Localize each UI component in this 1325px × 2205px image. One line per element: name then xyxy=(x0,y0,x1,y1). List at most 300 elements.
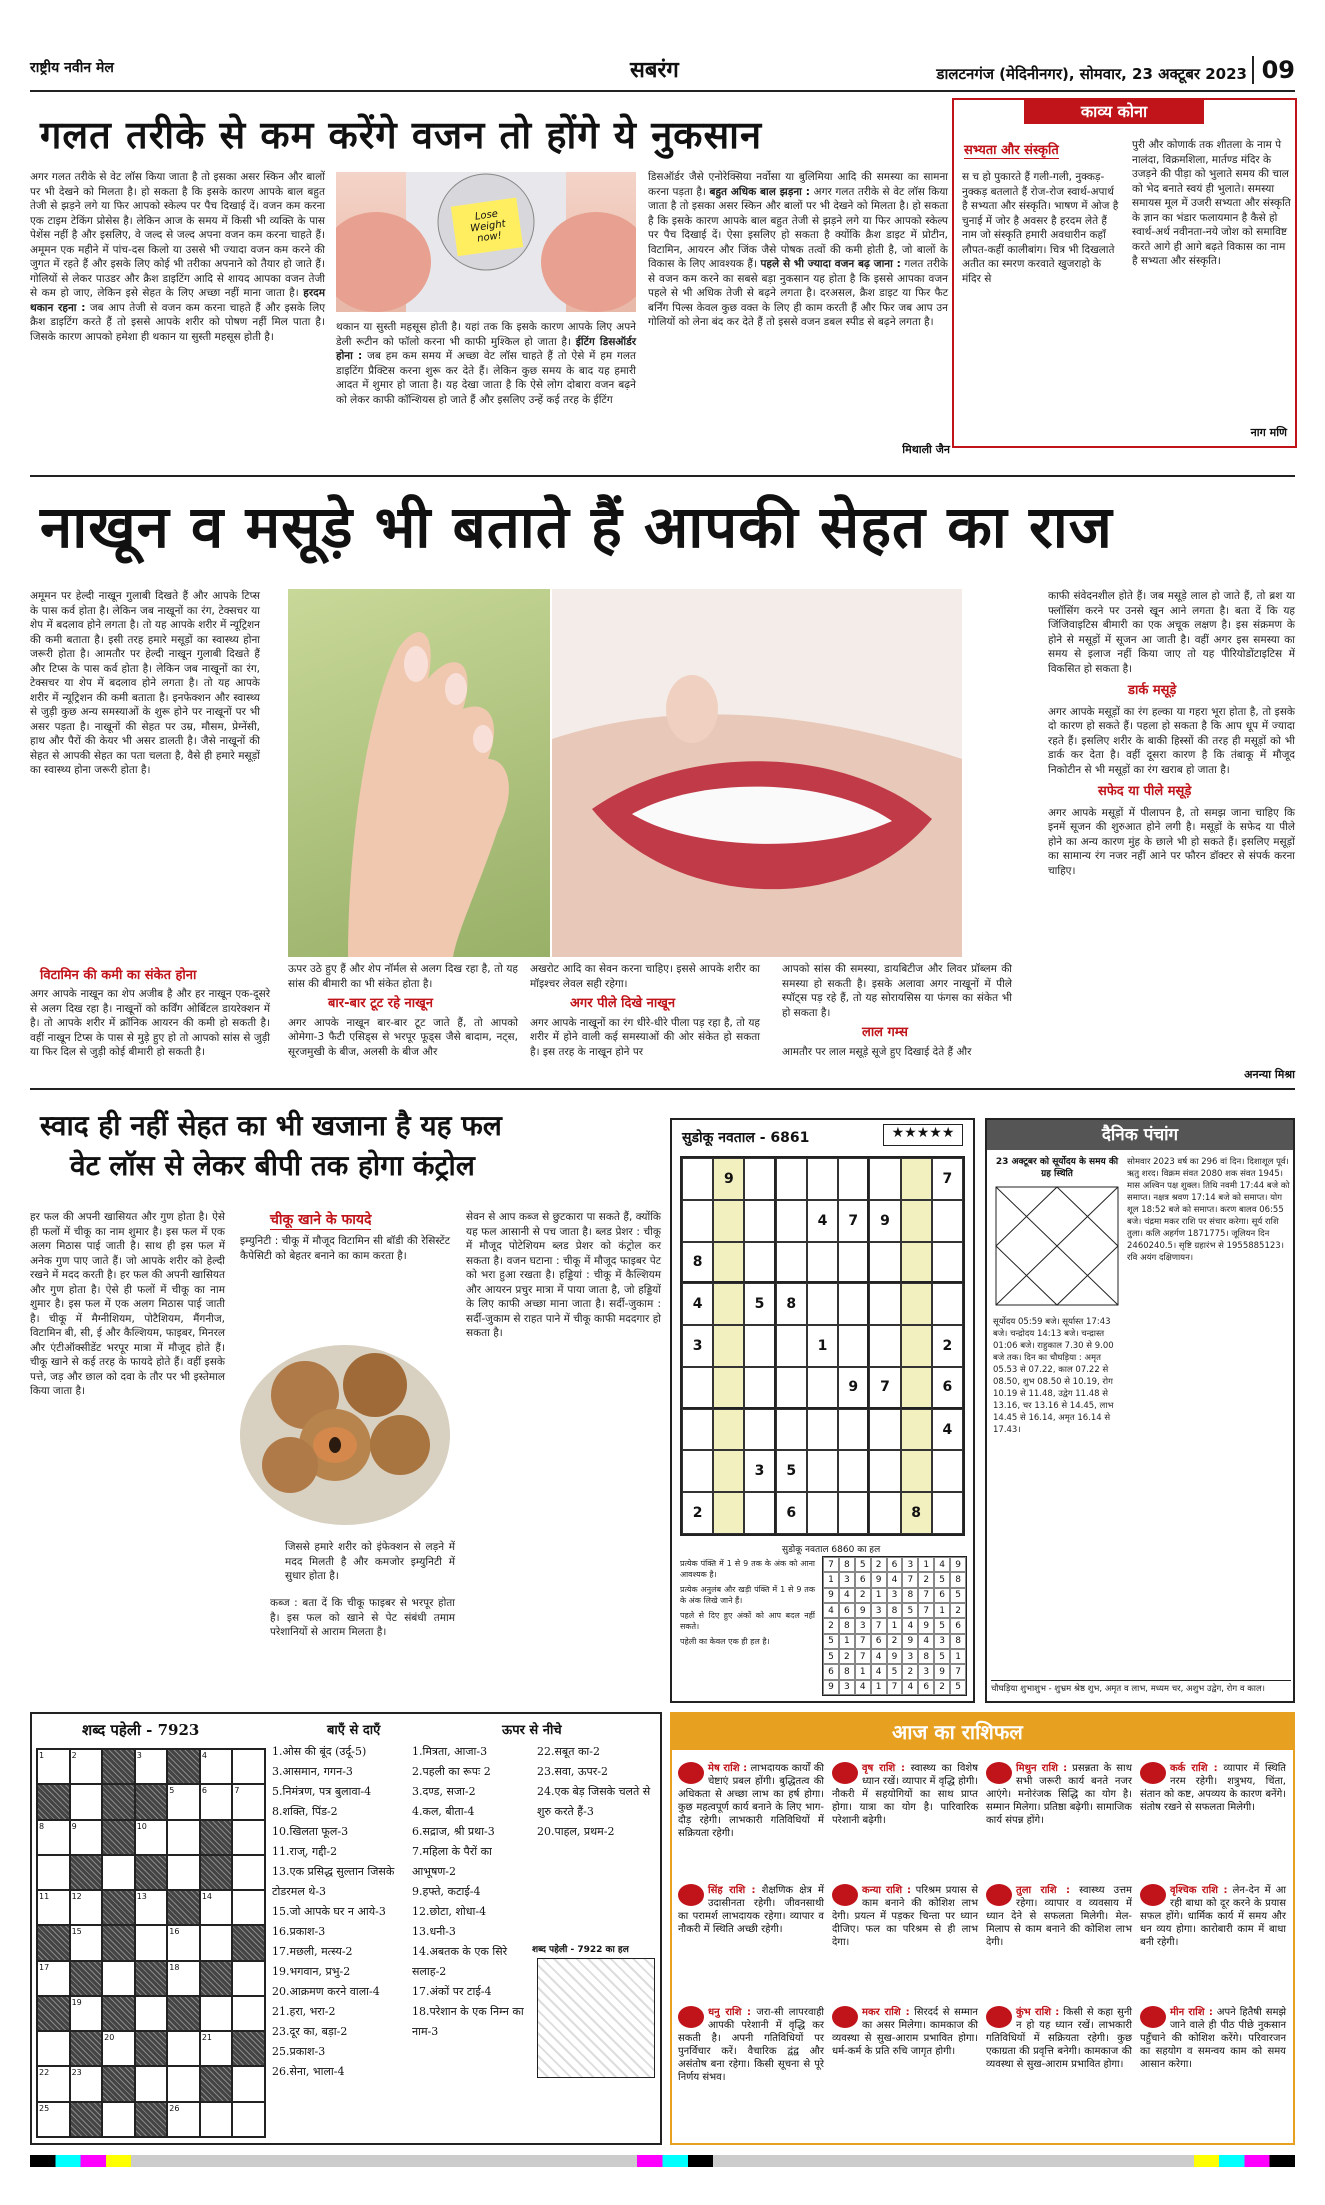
crossword-grid[interactable] xyxy=(36,1748,266,2138)
sudoku-cell[interactable] xyxy=(901,1450,932,1492)
sudoku-cell: 8 xyxy=(902,1588,918,1603)
sudoku-cell[interactable]: 4 xyxy=(932,1409,963,1451)
sudoku-cell[interactable]: 8 xyxy=(776,1283,807,1325)
crossword-cell[interactable] xyxy=(37,1855,70,1890)
crossword-cell[interactable] xyxy=(102,1925,135,1960)
solution-title: शब्द पहेली - 7922 का हल xyxy=(532,1945,629,1955)
sudoku-cell[interactable] xyxy=(713,1325,744,1367)
sudoku-cell[interactable] xyxy=(807,1450,838,1492)
sudoku-cell: 2 xyxy=(918,1572,934,1587)
col-2c: कब्ज : बता दें कि चीकू फाइबर से भरपूर होता है। इस फल को खाने से पेट संबंधी तमाम परेशानियों से आराम मिलता है। xyxy=(270,1597,455,1638)
sudoku-cell[interactable] xyxy=(713,1367,744,1409)
text: काफी संवेदनशील होते हैं। जब मसूड़े लाल हो जाते हैं, तो ब्रश या फ्लॉसिंग करने पर उनसे खून आने लगता है। बता दें कि यह जिंजिवाइटिस बीमारी का एक अचूक लक्षण है। इस संक्रमण के होने से मसूड़ों में सूजन आ जाती है। वहीं अगर इस समस्या का समय से इलाज नहीं किया जाए तो यह पीरियोडोंटाइटिस में विकसित हो सकता है। xyxy=(1048,590,1295,675)
crossword-cell[interactable] xyxy=(200,1925,233,1960)
sudoku-cell: 5 xyxy=(934,1618,950,1633)
crossword-cell[interactable]: 17 xyxy=(37,1961,70,1996)
sudoku-cell[interactable]: 4 xyxy=(807,1200,838,1242)
sudoku-cell: 9 xyxy=(887,1649,903,1664)
sudoku-cell[interactable] xyxy=(713,1242,744,1284)
rashi-item xyxy=(678,1762,824,1840)
clue-item: 17.मछली, मत्स्य-2 xyxy=(272,1945,353,1958)
crossword-cell[interactable] xyxy=(200,1820,233,1855)
sudoku-cell[interactable] xyxy=(869,1325,900,1367)
dateline: डालटनगंज (मेदिनीनगर), सोमवार, 23 अक्टूबर 2023 xyxy=(936,65,1247,83)
col-2b: जिससे हमारे शरीर को इंफेक्शन से लड़ने में मदद मिलती है और कमजोर इम्युनिटी में सुधार होता है। xyxy=(285,1541,455,1582)
rashi-item xyxy=(832,2006,978,2058)
crossword-cell[interactable]: 1 xyxy=(37,1749,70,1784)
sudoku-cell: 9 xyxy=(902,1634,918,1649)
scale-photo xyxy=(336,172,636,312)
text: अगर आपके नाखून बार-बार टूट जाते हैं, तो आपको ओमेगा-3 फैटी एसिड्स से भरपूर फूड्स जैसे बादाम, नट्स, सूरजमुखी के बीज, अलसी के बीज और xyxy=(288,1016,518,1058)
headline-line-1: स्वाद ही नहीं सेहत का भी खजाना है यह फल xyxy=(40,1109,502,1142)
sudoku-cell: 7 xyxy=(950,1664,966,1679)
sudoku-cell: 7 xyxy=(871,1618,887,1633)
text: अमूमन पर हेल्दी नाखून गुलाबी दिखते हैं और आपके टिप्स के पास कर्व होता है। लेकिन जब नाखूनों का रंग, टेक्सचर या शेप में बदलाव होने लगता है। तो यह आपके शरीर में न्यूट्रिशन की कमी बताता है। इसी तरह हमारे मसूड़ों का स्वास्थ्य होना जरूरी होता है। आमतौर पर हेल्दी नाखून गुलाबी दिखते हैं और टिप्स के पास कर्व होता है। लेकिन जब नाखूनों का रंग, टेक्सचर या शेप में बदलाव होने लगता है। तो यह आपके शरीर में न्यूट्रिशन की कमी बताता है। इनफेक्शन और स्वास्थ्य से जुड़ी कुछ अन्य समस्याओं के शुरू होने पर नाखूनों पर भी असर पड़ता है। नाखूनों की सेहत पर उम्र, मौसम, प्रेग्नेंसी, हाथ और पैरों की केयर भी असर डालती है। जैसे नाखूनों की सेहत से आपकी सेहत का पता चलता है, वैसे ही हमारे मसूड़ों का स्वास्थ्य होना जरूरी होता है। xyxy=(30,590,260,776)
sudoku-cell[interactable] xyxy=(838,1242,869,1284)
crossword-cell[interactable]: 5 xyxy=(167,1784,200,1819)
sudoku-cell[interactable] xyxy=(901,1242,932,1284)
sudoku-cell[interactable] xyxy=(744,1158,775,1200)
crossword-cell[interactable] xyxy=(37,1996,70,2031)
column-2 xyxy=(336,320,636,407)
sudoku-cell[interactable]: 7 xyxy=(932,1158,963,1200)
color-bar xyxy=(30,2155,1295,2167)
sudoku-cell[interactable] xyxy=(713,1409,744,1451)
crossword-cell[interactable]: 12 xyxy=(70,1890,103,1925)
clue-item: 12.छोटा, शोधा-4 xyxy=(412,1905,487,1918)
sudoku-cell: 7 xyxy=(823,1557,839,1572)
sudoku-cell[interactable] xyxy=(744,1242,775,1284)
clue-item: 18.परेशान के एक निम्न का नाम-3 xyxy=(412,2005,524,2038)
rashi-item xyxy=(1140,1884,1286,1949)
text: ऊपर उठे हुए हैं और शेप नॉर्मल से अलग दिख रहा है, तो यह सांस की बीमारी का भी संकेत होता है। xyxy=(288,963,518,990)
rashi-text: लेन-देन में आ रही बाधा को दूर करने के प्रयास सफल होंगे। धार्मिक कार्य में समय और धन व्यय होगा। कारोबारी काम में बाधा बनी रहेगी। xyxy=(1140,1885,1286,1948)
crossword-cell[interactable] xyxy=(102,1749,135,1784)
clue-item: 6.सद्राज, श्री प्रथा-3 xyxy=(412,1825,495,1838)
across-title: बाएँ से दाएँ xyxy=(327,1723,381,1738)
sudoku-cell[interactable] xyxy=(776,1367,807,1409)
clue-item: 3.दण्ड, सजा-2 xyxy=(412,1785,476,1798)
sudoku-cell[interactable] xyxy=(682,1409,713,1451)
crossword-cell[interactable] xyxy=(232,2066,265,2101)
rashi-text: शैक्षणिक क्षेत्र में उदासीनता रहेगी। जीवनसाथी का परामर्श लाभदायक रहेगा। व्यापार व नौकरी में स्थिति अच्छी रहेगी। xyxy=(678,1885,824,1935)
sudoku-cell[interactable] xyxy=(744,1409,775,1451)
stars-icon: ★★★★★ xyxy=(883,1124,963,1146)
zodiac-icon xyxy=(832,1762,858,1784)
crossword-cell[interactable]: 9 xyxy=(70,1820,103,1855)
crossword-solution-grid xyxy=(537,1958,655,2078)
crossword-cell[interactable]: 4 xyxy=(200,1749,233,1784)
sudoku-cell: 5 xyxy=(855,1557,871,1572)
poetry-box xyxy=(952,98,1297,448)
headline-line-2: वेट लॉस से लेकर बीपी तक होगा कंट्रोल xyxy=(70,1149,475,1182)
subheading: बहुत अधिक बाल झड़ना : xyxy=(709,185,810,198)
poetry-box-title: काव्य कोना xyxy=(1024,100,1204,124)
sudoku-cell[interactable] xyxy=(869,1409,900,1451)
crossword-cell[interactable] xyxy=(102,1890,135,1925)
rashi-item xyxy=(832,1762,978,1827)
crossword-cell[interactable]: 7 xyxy=(232,1784,265,1819)
sudoku-cell[interactable] xyxy=(682,1367,713,1409)
sudoku-cell: 7 xyxy=(855,1649,871,1664)
crossword-cell[interactable] xyxy=(232,1925,265,1960)
sudoku-cell: 2 xyxy=(902,1664,918,1679)
crossword-cell[interactable] xyxy=(167,1996,200,2031)
sudoku-cell[interactable]: 8 xyxy=(682,1242,713,1284)
crossword-cell[interactable] xyxy=(135,2066,168,2101)
sudoku-cell[interactable] xyxy=(807,1158,838,1200)
rashifal-title: आज का राशिफल xyxy=(672,1714,1293,1750)
sudoku-cell[interactable] xyxy=(807,1242,838,1284)
sudoku-cell[interactable]: 3 xyxy=(744,1450,775,1492)
sudoku-cell[interactable] xyxy=(901,1409,932,1451)
rashi-name: सिंह राशि : xyxy=(708,1885,756,1896)
sudoku-cell[interactable] xyxy=(776,1325,807,1367)
crossword-cell[interactable] xyxy=(135,2031,168,2066)
crossword-cell[interactable] xyxy=(232,1996,265,2031)
clue-item: 19.भगवान, प्रभु-2 xyxy=(272,1965,351,1978)
panchang-box xyxy=(985,1118,1295,1703)
sudoku-cell: 2 xyxy=(871,1557,887,1572)
sudoku-cell[interactable] xyxy=(682,1200,713,1242)
sudoku-cell[interactable]: 1 xyxy=(807,1325,838,1367)
crossword-title: शब्द पहेली - 7923 xyxy=(82,1721,200,1739)
crossword-cell[interactable] xyxy=(37,1925,70,1960)
column-3 xyxy=(648,170,948,330)
masthead xyxy=(30,52,1295,92)
sudoku-cell: 7 xyxy=(887,1680,903,1695)
rashi-name: तुला राशि : xyxy=(1016,1885,1070,1896)
sudoku-box xyxy=(670,1118,975,1703)
crossword-cell[interactable] xyxy=(102,1784,135,1819)
sudoku-cell: 8 xyxy=(839,1664,855,1679)
crossword-cell[interactable] xyxy=(135,1925,168,1960)
column-1 xyxy=(30,170,325,344)
chikoo-fruit-image xyxy=(235,1305,455,1530)
crossword-cell[interactable] xyxy=(167,1820,200,1855)
crossword-cell[interactable] xyxy=(200,1961,233,1996)
sudoku-cell: 4 xyxy=(902,1680,918,1695)
sudoku-cell[interactable] xyxy=(807,1283,838,1325)
rashi-text: व्यापार में स्थिति नरम रहेगी। शत्रुभय, चिंता, संतान को कष्ट, अपव्यय के कारण बनेंगे। संतोष रखने से सफलता मिलेगी। xyxy=(1140,1763,1286,1813)
crossword-cell[interactable] xyxy=(135,1961,168,1996)
sudoku-cell[interactable]: 6 xyxy=(776,1492,807,1534)
sudoku-cell: 3 xyxy=(902,1557,918,1572)
sudoku-cell[interactable] xyxy=(932,1283,963,1325)
down-title: ऊपर से नीचे xyxy=(502,1723,562,1738)
crossword-cell[interactable] xyxy=(102,2102,135,2137)
crossword-cell[interactable] xyxy=(167,2066,200,2101)
sudoku-cell[interactable] xyxy=(838,1158,869,1200)
rashi-item xyxy=(986,1762,1132,1827)
zodiac-icon xyxy=(986,1762,1012,1784)
rashi-name: धनु राशि : xyxy=(708,2007,752,2018)
sudoku-cell[interactable]: 6 xyxy=(932,1367,963,1409)
article-chikoo xyxy=(30,1100,665,1700)
crossword-cell[interactable]: 13 xyxy=(135,1890,168,1925)
rashi-item xyxy=(986,1884,1132,1949)
clue-item: 22.सबूत का-2 xyxy=(537,1745,600,1758)
sudoku-cell: 9 xyxy=(934,1664,950,1679)
crossword-cell[interactable] xyxy=(232,2031,265,2066)
crossword-cell[interactable] xyxy=(37,2031,70,2066)
page-number: 09 xyxy=(1252,56,1295,84)
sudoku-cell[interactable] xyxy=(838,1283,869,1325)
sudoku-cell[interactable]: 2 xyxy=(932,1325,963,1367)
crossword-cell[interactable]: 21 xyxy=(200,2031,233,2066)
clue-item: 1.ओस की बूंद (उर्दू-5) xyxy=(272,1745,367,1758)
crossword-cell[interactable] xyxy=(135,1784,168,1819)
article-weight-loss xyxy=(30,98,950,468)
sudoku-cell[interactable] xyxy=(869,1492,900,1534)
rashifal-box xyxy=(670,1712,1295,2145)
crossword-cell[interactable]: 3 xyxy=(135,1749,168,1784)
rashi-text: किसी से कहा सुनी न हो यह ध्यान रखें। लाभकारी गतिविधियों में सक्रियता रहेगी। कुछ एकाग्रता की प्रवृत्ति बनेगी। कामकाज की व्यवस्था से सुख-आराम प्रभावित होगा। xyxy=(986,2007,1133,2070)
sudoku-cell[interactable] xyxy=(838,1492,869,1534)
sudoku-cell[interactable] xyxy=(932,1492,963,1534)
crossword-cell[interactable] xyxy=(135,1996,168,2031)
text: गलत तरीके से वजन कम करने का सबसे बड़ा नुकसान यह होता है कि इससे आपका वजन पहले से भी अधिक तेजी से बढ़ने लगता है। दरअसल, क्रैश डाइट या फिर फैट बर्निंग पिल्स केवल कुछ वक्त के लिए ही काम करती हैं और फिर जब आप उन गोलियों को लेना बंद कर देते हैं तो इससे वजन डबल स्पीड से बढ़ने लगता है। xyxy=(648,258,948,328)
sudoku-cell[interactable] xyxy=(869,1450,900,1492)
sudoku-cell[interactable] xyxy=(838,1409,869,1451)
sudoku-cell[interactable] xyxy=(838,1450,869,1492)
sudoku-cell[interactable] xyxy=(744,1367,775,1409)
sudoku-cell: 9 xyxy=(823,1588,839,1603)
rule-1: प्रत्येक पंक्ति में 1 से 9 तक के अंक को आना आवश्यक है। xyxy=(680,1559,815,1579)
crossword-cell[interactable]: 14 xyxy=(200,1890,233,1925)
sudoku-cell: 8 xyxy=(950,1572,966,1587)
sudoku-cell: 1 xyxy=(871,1680,887,1695)
crossword-cell[interactable] xyxy=(167,2031,200,2066)
crossword-cell[interactable]: 16 xyxy=(167,1925,200,1960)
sudoku-cell: 4 xyxy=(823,1603,839,1618)
sudoku-cell[interactable] xyxy=(807,1409,838,1451)
crossword-cell[interactable] xyxy=(70,1855,103,1890)
scale-note: Lose Weight now! xyxy=(469,208,507,245)
crossword-cell[interactable]: 6 xyxy=(200,1784,233,1819)
sudoku-cell[interactable] xyxy=(869,1242,900,1284)
crossword-cell[interactable] xyxy=(232,1890,265,1925)
clue-item: 21.हरा, भरा-2 xyxy=(272,2005,336,2018)
hand-nails-image xyxy=(288,589,550,957)
author: अनन्या मिश्रा xyxy=(1244,1068,1295,1081)
crossword-cell[interactable] xyxy=(102,2066,135,2101)
sudoku-cell[interactable] xyxy=(744,1325,775,1367)
zodiac-icon xyxy=(678,1884,704,1906)
sudoku-cell[interactable] xyxy=(744,1200,775,1242)
clue-item: 9.हफ्ते, कटाई-4 xyxy=(412,1885,481,1898)
sudoku-cell[interactable]: 2 xyxy=(682,1492,713,1534)
headline: नाखून व मसूड़े भी बताते हैं आपकी सेहत का राज xyxy=(40,493,1113,561)
zodiac-icon xyxy=(986,1884,1012,1906)
section-title: सबरंग xyxy=(630,58,679,83)
crossword-cell[interactable] xyxy=(37,1784,70,1819)
sudoku-cell: 9 xyxy=(918,1618,934,1633)
sudoku-cell: 6 xyxy=(918,1680,934,1695)
column-1 xyxy=(30,589,260,778)
crossword-cell[interactable] xyxy=(102,1855,135,1890)
subheading: ईटिंग डिसऑर्डर होना : xyxy=(336,335,636,362)
sudoku-cell: 1 xyxy=(871,1588,887,1603)
rashi-name: मिथुन राशि : xyxy=(1016,1763,1068,1774)
crossword-cell[interactable] xyxy=(232,1820,265,1855)
clue-item: 13.एक प्रसिद्ध सुल्तान जिसके टोडरमल थे-3 xyxy=(272,1865,395,1898)
sudoku-cell[interactable]: 9 xyxy=(869,1200,900,1242)
sudoku-cell[interactable] xyxy=(682,1450,713,1492)
sudoku-cell[interactable] xyxy=(807,1367,838,1409)
sudoku-cell[interactable] xyxy=(932,1200,963,1242)
crossword-cell[interactable] xyxy=(232,2102,265,2137)
rashi-text: स्वास्थ्य उत्तम रहेगा। व्यापार व व्यवसाय में ध्यान देने से सफलता मिलेगी। मेल-मिलाप से काम बनाने की कोशिश लाभ देगी। xyxy=(986,1885,1133,1948)
crossword-cell[interactable] xyxy=(70,1961,103,1996)
crossword-cell[interactable] xyxy=(200,2066,233,2101)
sudoku-cell[interactable] xyxy=(776,1409,807,1451)
sudoku-cell[interactable] xyxy=(901,1325,932,1367)
article-nails-gums xyxy=(30,475,1295,1090)
sudoku-cell: 8 xyxy=(918,1649,934,1664)
clue-item: 1.मित्रता, आजा-3 xyxy=(412,1745,488,1758)
sudoku-cell[interactable] xyxy=(776,1158,807,1200)
column-3 xyxy=(530,962,760,1059)
sudoku-cell[interactable] xyxy=(869,1158,900,1200)
sudoku-cell: 7 xyxy=(918,1603,934,1618)
crossword-cell[interactable]: 26 xyxy=(167,2102,200,2137)
crossword-cell[interactable]: 8 xyxy=(37,1820,70,1855)
rule-3: पहले से दिए हुए अंकों को आप बदल नहीं सकते। xyxy=(680,1611,815,1631)
sudoku-cell: 8 xyxy=(950,1634,966,1649)
headline: गलत तरीके से कम करेंगे वजन तो होंगे ये नुकसान xyxy=(40,113,763,157)
sudoku-cell[interactable]: 9 xyxy=(838,1367,869,1409)
column-3: सेवन से आप कब्ज से छुटकारा पा सकते हैं, क्योंकि यह फल आसानी से पच जाता है। ब्लड प्रेशर : चीकू में मौजूद पोटेशियम ब्लड प्रेशर को कंट्रोल कर सकता है। वजन घटाना : चीकू में मौजूद फाइबर पेट को भरा हुआ रखता है। हड्डियां : चीकू में कैल्शियम और आयरन प्रचुर मात्रा में पाया जाता है, जो हड्डियों के लिए काफी अच्छा माना जाता है। सर्दी-जुकाम : सर्दी-जुकाम से राहत पाने में चीकू काफी मददगार हो सकता है। xyxy=(466,1211,661,1339)
crossword-cell[interactable] xyxy=(200,1855,233,1890)
sudoku-cell[interactable]: 4 xyxy=(682,1283,713,1325)
crossword-cell[interactable]: 2 xyxy=(70,1749,103,1784)
sudoku-cell[interactable]: 7 xyxy=(869,1367,900,1409)
crossword-cell[interactable] xyxy=(70,2031,103,2066)
sudoku-cell[interactable] xyxy=(901,1200,932,1242)
rashi-text: जरा-सी लापरवाही आपकी परेशानी में वृद्धि कर सकती है। अपनी गतिविधियों पर पुनर्विचार करें। वैचारिक द्वंद्व और असंतोष बना रहेगा। किसी सूचना से पूरे निर्णय संभव। xyxy=(678,2007,824,2083)
clue-item: 11.राज्, गद्दी-2 xyxy=(272,1845,338,1858)
crossword-cell[interactable] xyxy=(232,1961,265,1996)
crossword-cell[interactable] xyxy=(70,2102,103,2137)
crossword-cell[interactable] xyxy=(102,1820,135,1855)
crossword-cell[interactable] xyxy=(167,1749,200,1784)
subheading: हरदम थकान रहना : xyxy=(30,287,325,314)
subheading: अगर पीले दिखे नाखून xyxy=(570,996,676,1011)
sudoku-cell[interactable]: 7 xyxy=(838,1200,869,1242)
sudoku-cell[interactable] xyxy=(713,1200,744,1242)
crossword-cell[interactable]: 25 xyxy=(37,2102,70,2137)
sudoku-cell[interactable] xyxy=(776,1200,807,1242)
crossword-cell[interactable] xyxy=(135,2102,168,2137)
sudoku-cell: 4 xyxy=(871,1649,887,1664)
crossword-cell[interactable] xyxy=(102,1996,135,2031)
rashi-text: परिश्रम प्रयास से काम बनाने की कोशिश लाभ देगी। प्रयत्न में पड़कर चिन्ता पर ध्यान दीजिए। फल का परिश्रम से ही लाभ देगा। xyxy=(832,1885,978,1948)
zodiac-icon xyxy=(832,1884,858,1906)
sudoku-cell[interactable] xyxy=(744,1492,775,1534)
crossword-cell[interactable]: 18 xyxy=(167,1961,200,1996)
crossword-cell[interactable] xyxy=(167,1855,200,1890)
sudoku-cell[interactable]: 3 xyxy=(682,1325,713,1367)
panchang-footer: चौघड़िया शुभाशुभ - शुभ्रम श्रेष्ठ शुभ, अमृत व लाभ, मध्यम चर, अशुभ उद्वेग, रोग व काल। xyxy=(991,1680,1291,1695)
sudoku-cell[interactable] xyxy=(682,1158,713,1200)
author: मिथाली जैन xyxy=(902,443,950,456)
sudoku-cell: 3 xyxy=(902,1649,918,1664)
subheading: सफेद या पीले मसूड़े xyxy=(1098,784,1192,799)
sudoku-cell: 7 xyxy=(855,1634,871,1649)
sudoku-cell[interactable] xyxy=(869,1283,900,1325)
rashi-name: कर्क राशि : xyxy=(1170,1763,1218,1774)
sudoku-cell: 2 xyxy=(823,1618,839,1633)
sudoku-cell: 5 xyxy=(823,1649,839,1664)
crossword-cell[interactable] xyxy=(200,1996,233,2031)
sudoku-cell: 7 xyxy=(918,1588,934,1603)
text: थकान या सुस्ती महसूस होती है। यहां तक कि इसके कारण आपके लिए अपने डेली रूटीन को फॉलो करना भी काफी मुश्किल हो जाता है। xyxy=(336,321,636,348)
sudoku-cell[interactable] xyxy=(713,1450,744,1492)
crossword-cell[interactable] xyxy=(102,1961,135,1996)
clue-item: 2.पहली का रूपः 2 xyxy=(412,1765,491,1778)
sudoku-cell: 6 xyxy=(934,1588,950,1603)
sudoku-cell: 3 xyxy=(839,1572,855,1587)
sudoku-cell[interactable] xyxy=(713,1283,744,1325)
crossword-cell[interactable]: 19 xyxy=(70,1996,103,2031)
crossword-cell[interactable]: 15 xyxy=(70,1925,103,1960)
crossword-cell[interactable]: 20 xyxy=(102,2031,135,2066)
sudoku-grid[interactable] xyxy=(680,1156,965,1536)
crossword-cell[interactable]: 22 xyxy=(37,2066,70,2101)
sudoku-cell[interactable] xyxy=(713,1492,744,1534)
sudoku-cell[interactable] xyxy=(901,1367,932,1409)
crossword-cell[interactable] xyxy=(232,1855,265,1890)
sudoku-cell[interactable] xyxy=(901,1158,932,1200)
sudoku-cell: 2 xyxy=(839,1649,855,1664)
rashi-text: स्वास्थ्य का विशेष ध्यान रखें। व्यापार में वृद्धि होगी। नौकरी में सहयोगियों का साथ प्राप्त होगा। यात्रा का योग है। पारिवारिक परेशानी बढ़ेगी। xyxy=(832,1763,978,1826)
subheading: विटामिन की कमी का संकेत होना xyxy=(40,968,197,983)
crossword-cell[interactable] xyxy=(200,2102,233,2137)
crossword-cell[interactable]: 11 xyxy=(37,1890,70,1925)
crossword-cell[interactable]: 23 xyxy=(70,2066,103,2101)
sudoku-cell[interactable]: 9 xyxy=(713,1158,744,1200)
sudoku-cell[interactable] xyxy=(807,1492,838,1534)
sudoku-cell[interactable] xyxy=(932,1450,963,1492)
panchang-subtitle: 23 अक्टूबर को सूर्योदय के समय की ग्रह स्थिति xyxy=(995,1157,1119,1179)
sudoku-cell: 1 xyxy=(934,1603,950,1618)
zodiac-icon xyxy=(986,2006,1012,2028)
sudoku-cell: 3 xyxy=(918,1664,934,1679)
sudoku-cell[interactable] xyxy=(776,1242,807,1284)
sudoku-cell[interactable] xyxy=(901,1283,932,1325)
sudoku-cell: 5 xyxy=(887,1664,903,1679)
sudoku-cell[interactable]: 5 xyxy=(744,1283,775,1325)
sudoku-cell: 9 xyxy=(871,1572,887,1587)
sudoku-cell: 9 xyxy=(823,1680,839,1695)
sudoku-cell[interactable]: 5 xyxy=(776,1450,807,1492)
crossword-cell[interactable] xyxy=(135,1855,168,1890)
sudoku-title: सुडोकू नवताल - 6861 xyxy=(682,1130,810,1146)
sudoku-cell[interactable] xyxy=(838,1325,869,1367)
sudoku-cell[interactable] xyxy=(932,1242,963,1284)
sudoku-cell[interactable]: 8 xyxy=(901,1492,932,1534)
sudoku-cell: 6 xyxy=(950,1618,966,1633)
poem-author: नाग मणि xyxy=(1250,426,1287,439)
down-clues-2 xyxy=(537,1742,657,1842)
crossword-cell[interactable] xyxy=(70,1784,103,1819)
crossword-cell[interactable] xyxy=(167,1890,200,1925)
crossword-cell[interactable] xyxy=(232,1749,265,1784)
box-title: चीकू खाने के फायदे xyxy=(270,1212,372,1228)
crossword-cell[interactable]: 10 xyxy=(135,1820,168,1855)
rashi-name: मेष राशि : xyxy=(708,1763,748,1774)
